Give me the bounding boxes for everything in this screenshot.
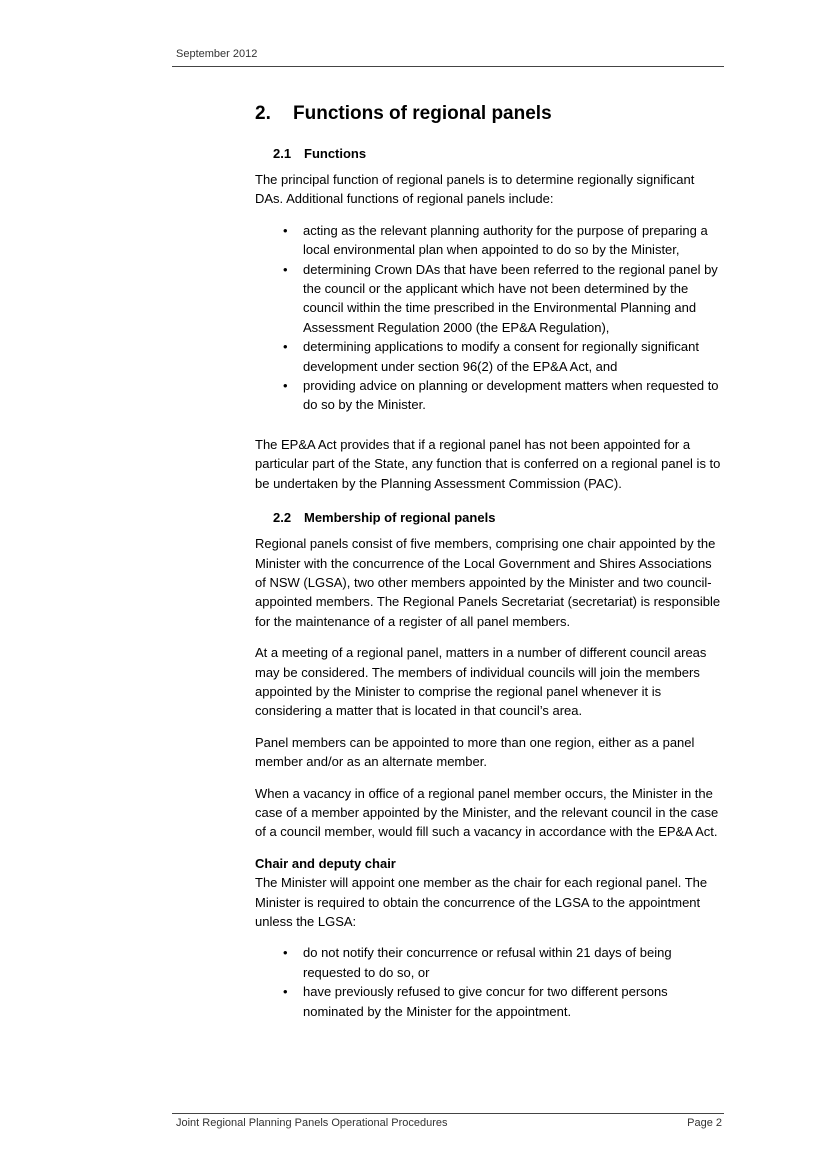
section-heading [255, 102, 725, 126]
functions-closing: The EP&A Act provides that if a regional panel has not been appointed for a particular part of the State, any function that is conferred on a regional panel is to be undertaken by the Planning Assessment Commission (PAC). [255, 436, 721, 491]
section-title: Functions of regional panels [293, 103, 552, 124]
page-number: Page 2 [687, 1117, 722, 1129]
footer-divider [172, 1113, 724, 1114]
list-item: • acting as the relevant planning authority for the purpose of preparing a local environmental plan when appointed to do so by the Minister, [283, 222, 708, 258]
subsection-title: Membership of regional panels [304, 510, 496, 526]
subsection-heading-membership [273, 508, 725, 527]
chair-block [255, 854, 725, 932]
list-item: • do not notify their concurrence or refusal within 21 days of being requested to do so, or [283, 945, 672, 980]
chair-heading: Chair and deputy chair [255, 855, 396, 871]
membership-paragraph: Panel members can be appointed to more than one region, either as a panel member and/or as an alternate member. [255, 734, 695, 770]
footer-title: Joint Regional Planning Panels Operational Procedures [176, 1117, 448, 1129]
page-body [255, 102, 725, 1035]
list-item: • providing advice on planning or development matters when requested to do so by the Minister. [283, 378, 719, 413]
bullet-icon: • [283, 222, 288, 238]
functions-list [255, 221, 725, 415]
membership-paragraph: At a meeting of a regional panel, matters in a number of different council areas may be considered. The members of individual councils will join the members appointed by the Minister to comprise the regional panel whenever it is considering a matter that is located in that council’s area. [255, 645, 707, 719]
chair-list [255, 943, 725, 1021]
section-number: 2. [255, 103, 271, 124]
list-item: • determining applications to modify a consent for regionally significant development under section 96(2) of the EP&A Act, and [283, 339, 699, 374]
list-item: • determining Crown DAs that have been referred to the regional panel by the council or the applicant which have not been determined by the council within the time prescribed in the Environmental Planning and Assessment Regulation 2000 (the EP&A Regulation), [283, 261, 718, 335]
membership-paragraph: Regional panels consist of five members, comprising one chair appointed by the Minister with the concurrence of the Local Government and Shires Associations of NSW (LGSA), two other members appointed by the Minister and two council-appointed members. The Regional Panels Secretariat (secretariat) is responsible for the maintenance of a register of all panel members. [255, 536, 721, 629]
subsection-heading-functions [273, 144, 725, 163]
bullet-icon: • [283, 984, 288, 1000]
header-date: September 2012 [176, 48, 258, 60]
bullet-icon: • [283, 945, 288, 961]
bullet-icon: • [283, 339, 288, 355]
header-divider [172, 66, 724, 67]
membership-paragraph: When a vacancy in office of a regional panel member occurs, the Minister in the case of a member appointed by the Minister, and the relevant council in the case of a council member, would fill such a vacancy in accordance with the EP&A Act. [255, 785, 719, 840]
bullet-icon: • [283, 261, 288, 277]
functions-intro: The principal function of regional panels is to determine regionally significant DAs. Additional functions of regional panels include: [255, 172, 695, 207]
subsection-number: 2.2 [273, 510, 292, 526]
subsection-title: Functions [304, 146, 367, 161]
subsection-number: 2.1 [273, 146, 292, 161]
bullet-icon: • [283, 378, 288, 394]
chair-text: The Minister will appoint one member as the chair for each regional panel. The Minister is required to obtain the concurrence of the LGSA to the appointment unless the LGSA: [255, 875, 708, 929]
list-item: • have previously refused to give concur for two different persons nominated by the Minister for the appointment. [283, 984, 668, 1019]
